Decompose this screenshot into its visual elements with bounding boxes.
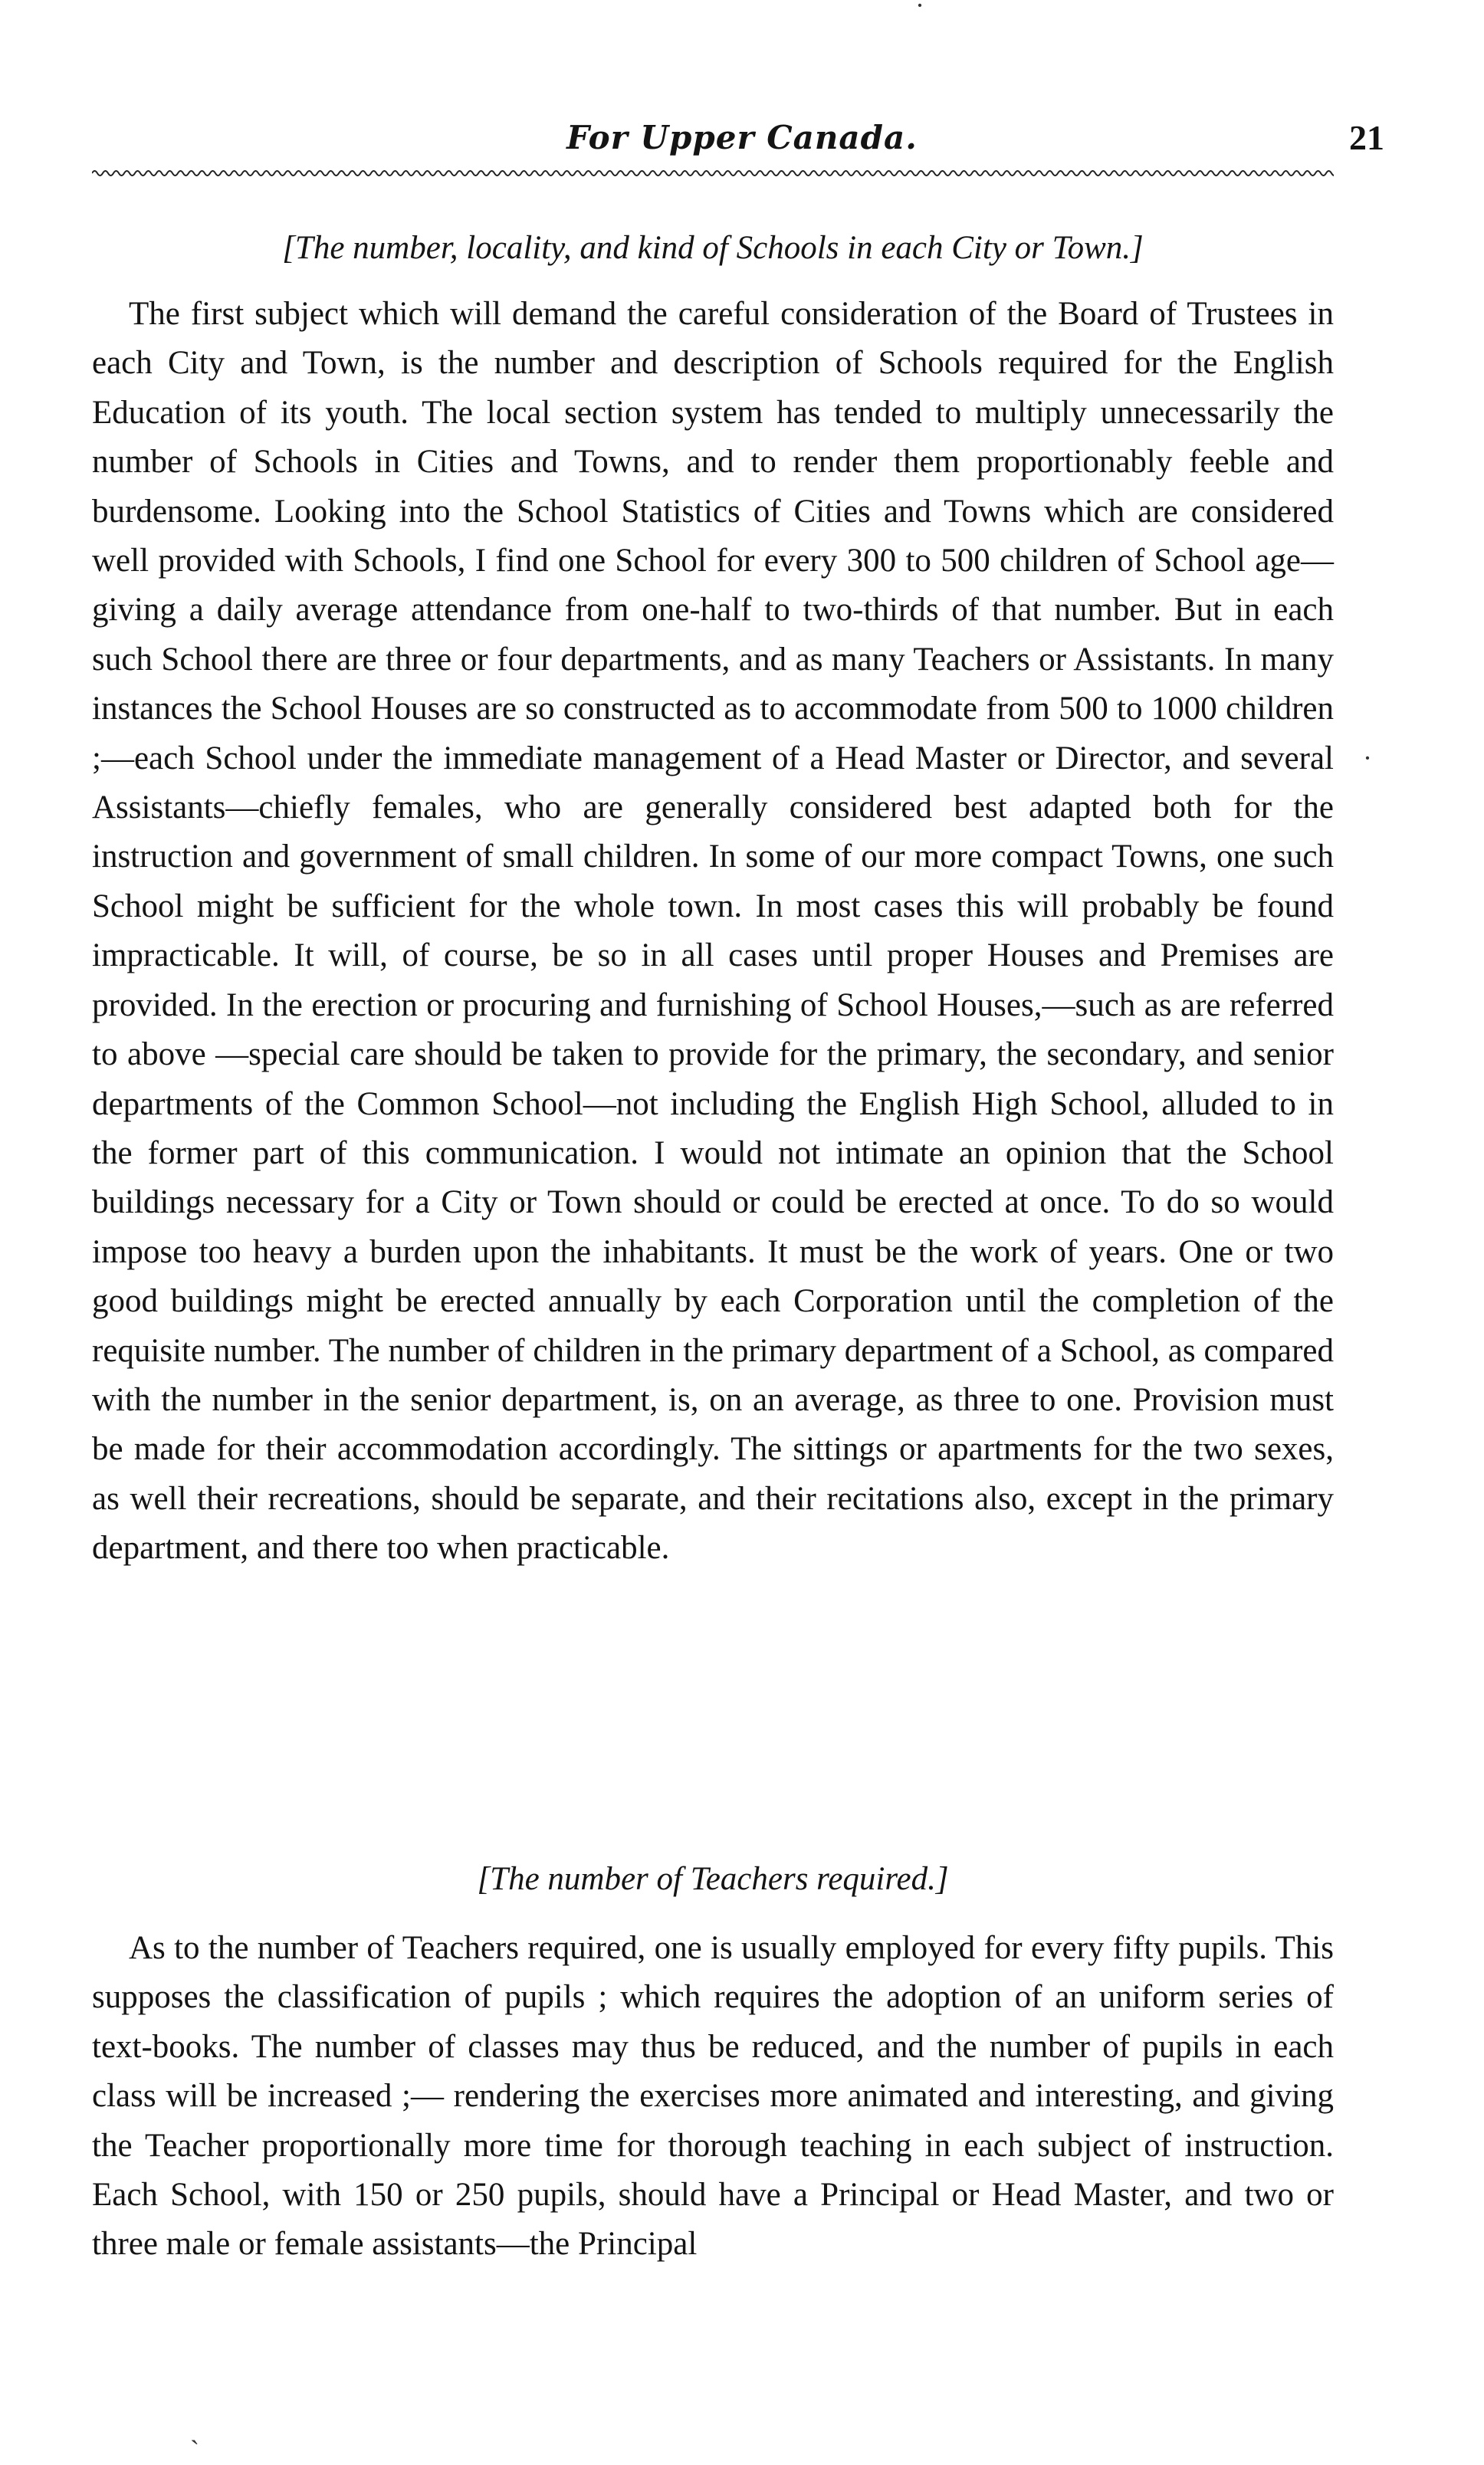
scan-speck: ˎ: [190, 2414, 199, 2444]
running-head: [100, 115, 1384, 161]
paragraph: The first subject which will demand the careful consideration of the Board of Trustees in each City and Town, is the number and description of Schools required for the English Education of its youth. The local section system has tended to multiply unnecessarily the number of Schools in Cities and Towns, and to render them proportionably feeble and burdensome. Looking into the School Statistics of Cities and Towns which are considered well provided with Schools, I find one School for every 300 to 500 children of School age—giving a daily average attendance from one-half to two-thirds of that number. But in each such School there are three or four departments, and as many Teachers or Assistants. In many instances the School Houses are so constructed as to accommodate from 500 to 1000 children ;—each School under the immediate management of a Head Master or Director, and several Assistants—chiefly females, who are generally considered best adapted both for the instruction and government of small children. In some of our more compact Towns, one such School might be sufficient for the whole town. In most cases this will probably be found impracticable. It will, of course, be so in all cases until proper Houses and Premises are provided. In the erection or procuring and furnishing of School Houses,—such as are referred to above —special care should be taken to provide for the primary, the secondary, and senior departments of the Common School—not including the English High School, alluded to in the former part of this communication. I would not intimate an opinion that the School buildings necessary for a City or Town should or could be erected at once. To do so would impose too heavy a burden upon the inhabitants. It must be the work of years. One or two good buildings might be erected annually by each Corporation until the completion of the requisite number. The number of children in the primary department of a School, as compared with the number in the senior department, is, on an average, as three to one. Provision must be made for their accommodation accordingly. The sittings or apartments for the two sexes, as well their recreations, should be separate, and their recitations also, except in the primary department, and there too when practicable.: [92, 296, 1334, 1567]
page-number: 21: [1349, 118, 1384, 157]
running-title: For Upper Canada.: [566, 119, 918, 156]
scan-speck: ·: [915, 0, 924, 21]
scan-speck: ·: [1363, 743, 1372, 773]
paragraph: As to the number of Teachers required, one is usually employed for every fifty pupils. This supposes the classification of pupils ; which requires the adoption of an uniform series of text-books. The number of classes may thus be reduced, and the number of pupils in each class will be increased ;— rendering the exercises more animated and interesting, and giving the Teacher proportionally more time for thorough teaching in each subject of instruction. Each School, with 150 or 250 pupils, should have a Principal or Head Master, and two or three male or female assistants—the Principal: [92, 1930, 1334, 2263]
section-body-schools: [92, 290, 1334, 1574]
section-heading-schools: [The number, locality, and kind of Schools in each City or Town.]: [282, 230, 1144, 266]
section-body-teachers: [92, 1924, 1334, 2270]
section-heading-teachers: [The number of Teachers required.]: [477, 1861, 949, 1897]
wavy-rule: [92, 167, 1334, 179]
